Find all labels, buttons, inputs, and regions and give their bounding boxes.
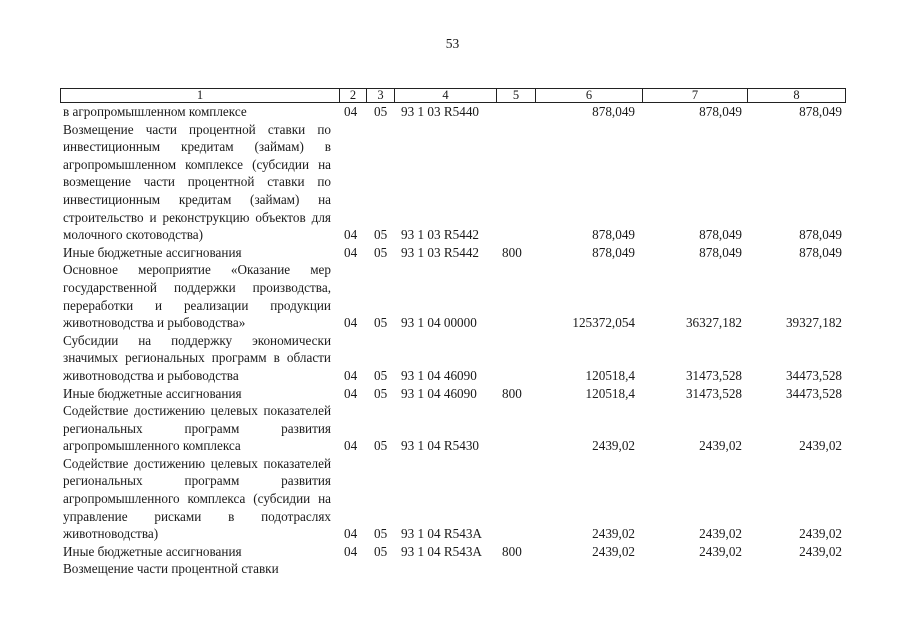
amount-col-7: 2439,02	[699, 438, 742, 454]
amount-col-6: 2439,02	[592, 526, 635, 542]
row-description: Возмещение части процентной ставки по инвестиционным кредитам (займам) в агропромышленном комплексе (субсидии на возмещение части процентной ставки по инвестиционным кредитам (займам) на строительство и реконструкцию объектов для молочного скотоводства)	[63, 121, 331, 243]
table-row	[60, 261, 846, 331]
target-article-code: 93 1 04 R5430	[401, 438, 480, 454]
table-row	[60, 543, 846, 561]
podrazdel-code: 05	[374, 315, 388, 331]
razdel-code: 04	[344, 438, 358, 454]
table-row	[60, 332, 846, 385]
row-description: Субсидии на поддержку экономически значимых региональных программ в области животноводства и рыбоводства	[63, 332, 331, 383]
amount-col-6: 120518,4	[585, 385, 635, 401]
table-header	[60, 88, 846, 103]
amount-col-7: 31473,528	[685, 367, 742, 383]
target-article-code: 93 1 04 R543A	[401, 526, 482, 542]
podrazdel-code: 05	[374, 438, 388, 454]
row-description: Содействие достижению целевых показателей региональных программ развития агропромышленного комплекса	[63, 403, 331, 454]
header-col-7: 7	[642, 89, 747, 102]
table-body	[60, 103, 846, 578]
row-description: Иные бюджетные ассигнования	[63, 244, 242, 260]
razdel-code: 04	[344, 315, 358, 331]
amount-col-7: 2439,02	[699, 543, 742, 559]
amount-col-8: 878,049	[799, 227, 842, 243]
amount-col-6: 120518,4	[585, 367, 635, 383]
amount-col-7: 878,049	[699, 104, 742, 119]
target-article-code: 93 1 04 46090	[401, 367, 477, 383]
razdel-code: 04	[344, 367, 358, 383]
podrazdel-code: 05	[374, 227, 388, 243]
amount-col-6: 878,049	[592, 104, 635, 119]
header-col-4: 4	[394, 89, 496, 102]
header-col-2: 2	[339, 89, 366, 102]
row-description: в агропромышленном комплексе	[63, 104, 247, 119]
target-article-code: 93 1 04 R543A	[401, 543, 482, 559]
target-article-code: 93 1 03 R5442	[401, 227, 480, 243]
razdel-code: 04	[344, 104, 358, 119]
header-col-5: 5	[496, 89, 535, 102]
razdel-code: 04	[344, 543, 358, 559]
razdel-code: 04	[344, 244, 358, 260]
expense-type-code: 800	[502, 244, 522, 260]
target-article-code: 93 1 03 R5442	[401, 244, 480, 260]
target-article-code: 93 1 04 00000	[401, 315, 477, 331]
header-col-1: 1	[196, 88, 204, 102]
amount-col-6: 878,049	[592, 244, 635, 260]
table-row	[60, 244, 846, 262]
amount-col-7: 2439,02	[699, 526, 742, 542]
amount-col-8: 878,049	[799, 104, 842, 119]
amount-col-8: 2439,02	[799, 438, 842, 454]
amount-col-7: 878,049	[699, 227, 742, 243]
amount-col-8: 34473,528	[785, 385, 842, 401]
amount-col-7: 36327,182	[685, 315, 742, 331]
header-col-3: 3	[366, 89, 394, 102]
expense-type-code: 800	[502, 543, 522, 559]
row-description: Иные бюджетные ассигнования	[63, 543, 242, 559]
amount-col-6: 2439,02	[592, 543, 635, 559]
podrazdel-code: 05	[374, 244, 388, 260]
amount-col-8: 2439,02	[799, 543, 842, 559]
row-description: Содействие достижению целевых показателей региональных программ развития агропромышленного комплекса (субсидии на управление рисками в подотраслях животноводства)	[63, 455, 331, 542]
row-description: Иные бюджетные ассигнования	[63, 385, 242, 401]
target-article-code: 93 1 03 R5440	[401, 104, 480, 119]
amount-col-6: 125372,054	[572, 315, 635, 331]
amount-col-8: 39327,182	[785, 315, 842, 331]
header-col-6: 6	[535, 89, 642, 102]
budget-table	[60, 88, 846, 578]
amount-col-8: 34473,528	[785, 367, 842, 383]
expense-type-code: 800	[502, 385, 522, 401]
table-row	[60, 402, 846, 455]
target-article-code: 93 1 04 46090	[401, 385, 477, 401]
table-row	[60, 560, 846, 578]
table-row	[60, 385, 846, 403]
amount-col-8: 2439,02	[799, 526, 842, 542]
row-description: Основное мероприятие «Оказание мер государственной поддержки производства, переработки и реализации продукции животноводства и рыбоводства»	[63, 262, 331, 331]
razdel-code: 04	[344, 526, 358, 542]
amount-col-6: 878,049	[592, 227, 635, 243]
table-row	[60, 103, 846, 121]
amount-col-6: 2439,02	[592, 438, 635, 454]
amount-col-7: 878,049	[699, 244, 742, 260]
podrazdel-code: 05	[374, 367, 388, 383]
table-row	[60, 455, 846, 543]
podrazdel-code: 05	[374, 526, 388, 542]
header-col-8: 8	[747, 89, 845, 102]
razdel-code: 04	[344, 227, 358, 243]
table-row	[60, 121, 846, 244]
podrazdel-code: 05	[374, 385, 388, 401]
row-description: Возмещение части процентной ставки	[63, 561, 279, 577]
amount-col-7: 31473,528	[685, 385, 742, 401]
amount-col-8: 878,049	[799, 244, 842, 260]
podrazdel-code: 05	[374, 543, 388, 559]
podrazdel-code: 05	[374, 104, 388, 119]
page-number: 53	[445, 36, 460, 51]
razdel-code: 04	[344, 385, 358, 401]
